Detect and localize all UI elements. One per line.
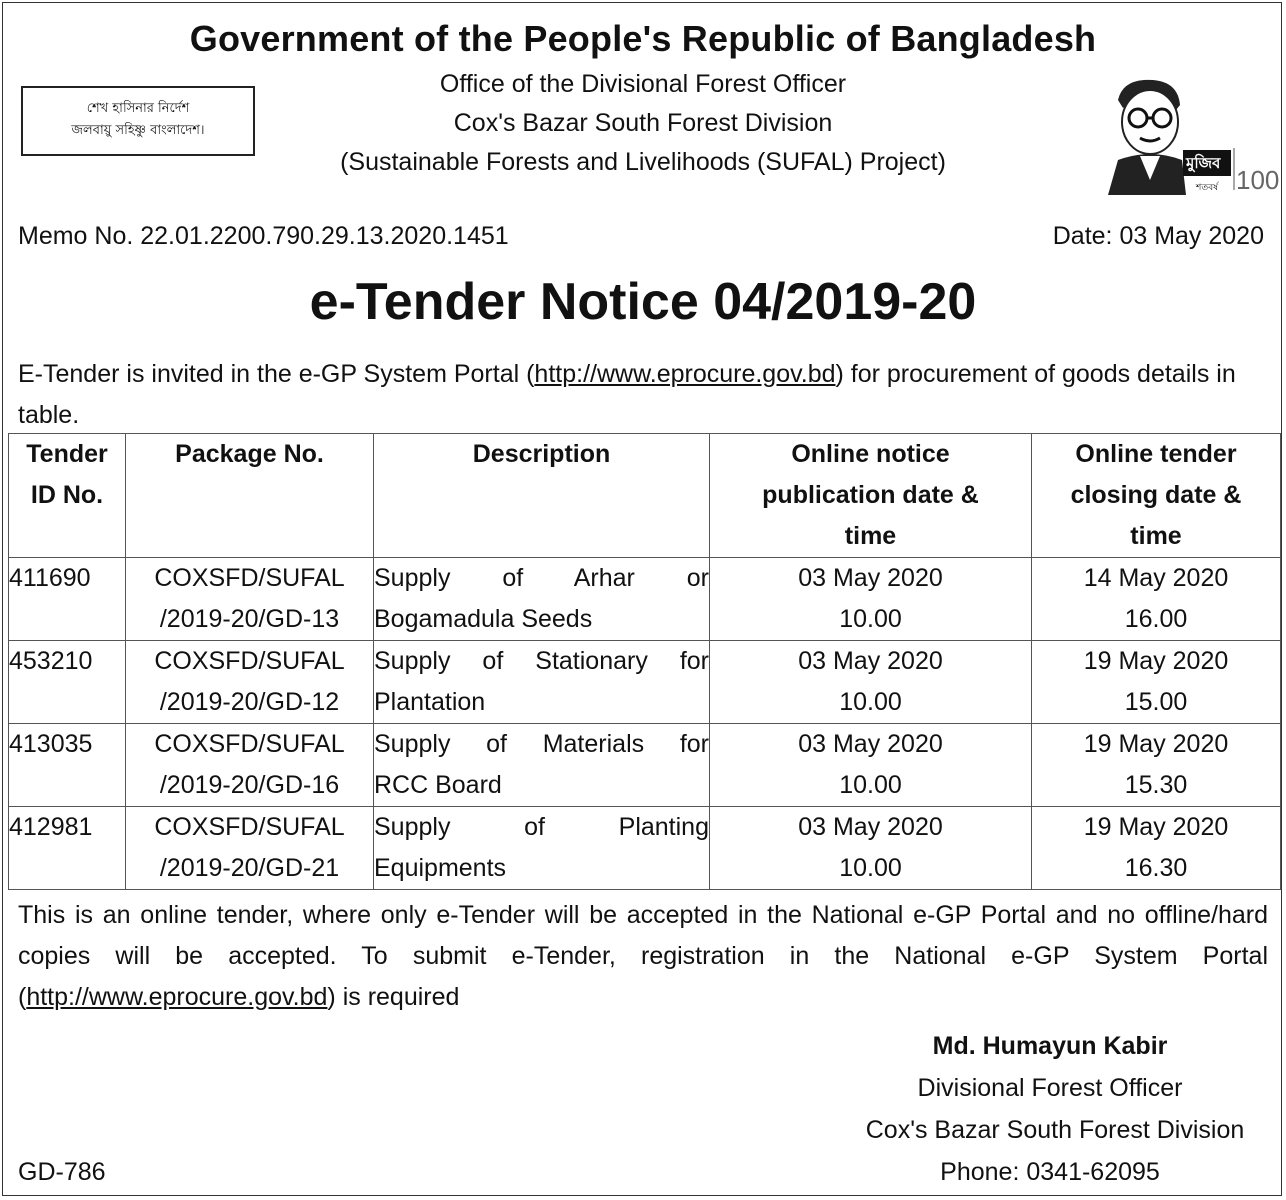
table-row — [9, 724, 1281, 807]
signatory-division: Cox's Bazar South Forest Division — [865, 1116, 1245, 1144]
eprocure-footer-link[interactable]: http://www.eprocure.gov.bd — [26, 983, 328, 1011]
project-name: (Sustainable Forests and Livelihoods (SUFAL) Project) — [340, 148, 946, 176]
office-name: Office of the Divisional Forest Officer — [439, 70, 847, 98]
division-name: Cox's Bazar South Forest Division — [453, 109, 833, 137]
publication-datetime: 03 May 2020 10.00 — [710, 641, 1032, 724]
memo-number: Memo No. 22.01.2200.790.29.13.2020.1451 — [18, 222, 509, 250]
header-tender-id: Tender ID No. — [9, 434, 126, 558]
tender-table — [8, 433, 1281, 890]
gd-code: GD-786 — [18, 1158, 106, 1186]
footer-text-end: ) is required — [327, 983, 460, 1011]
signatory-designation: Divisional Forest Officer — [917, 1074, 1183, 1102]
tender-id: 411690 — [9, 558, 126, 641]
notice-title: e-Tender Notice 04/2019-20 — [309, 273, 977, 331]
header-closing-date: Online tender closing date & time — [1032, 434, 1281, 558]
mujib-100-logo — [1078, 70, 1280, 200]
slogan-box — [21, 86, 255, 156]
package-no: COXSFD/SUFAL /2019-20/GD-13 — [126, 558, 374, 641]
intro-text-start: E-Tender is invited in the e-GP System Portal ( — [18, 360, 535, 388]
footer-text-start: This is an online tender, where only e-Tender will be accepted in the National e-GP Portal and no offline/hard copies will be accepted. To submit e-Tender, registration in the National e-GP System Portal ( — [18, 901, 1268, 1011]
footer-paragraph — [18, 895, 1268, 1018]
closing-datetime: 19 May 2020 16.30 — [1032, 807, 1281, 890]
slogan-line-1: শেখ হাসিনার নির্দেশ — [86, 101, 190, 116]
package-no: COXSFD/SUFAL /2019-20/GD-12 — [126, 641, 374, 724]
tender-id: 412981 — [9, 807, 126, 890]
description: Supply of Arhar or Bogamadula Seeds — [374, 558, 710, 641]
logo-text: মুজিব — [1186, 154, 1221, 172]
table-row — [9, 641, 1281, 724]
logo-number: 100 — [1236, 165, 1280, 195]
table-header-row — [9, 434, 1281, 558]
publication-datetime: 03 May 2020 10.00 — [710, 558, 1032, 641]
intro-text-end: ) for procurement of goods details in table. — [18, 360, 1236, 429]
closing-datetime: 14 May 2020 16.00 — [1032, 558, 1281, 641]
description: Supply of Planting Equipments — [374, 807, 710, 890]
signatory-name: Md. Humayun Kabir — [932, 1032, 1168, 1060]
logo-subtext: শতবর্ষ — [1196, 183, 1219, 193]
package-no: COXSFD/SUFAL /2019-20/GD-16 — [126, 724, 374, 807]
description: Supply of Stationary for Plantation — [374, 641, 710, 724]
signatory-phone: Phone: 0341-62095 — [940, 1158, 1160, 1186]
slogan-line-2: জলবায়ু সহিষ্ণু বাংলাদেশ। — [71, 123, 205, 138]
intro-paragraph — [18, 354, 1268, 436]
memo-date: Date: 03 May 2020 — [1052, 222, 1264, 250]
government-title: Government of the People's Republic of Bangladesh — [189, 18, 1097, 59]
table-row — [9, 558, 1281, 641]
closing-datetime: 19 May 2020 15.00 — [1032, 641, 1281, 724]
header-package-no: Package No. — [126, 434, 374, 558]
tender-id: 413035 — [9, 724, 126, 807]
header-publication-date: Online notice publication date & time — [710, 434, 1032, 558]
header-description: Description — [374, 434, 710, 558]
closing-datetime: 19 May 2020 15.30 — [1032, 724, 1281, 807]
publication-datetime: 03 May 2020 10.00 — [710, 724, 1032, 807]
tender-id: 453210 — [9, 641, 126, 724]
package-no: COXSFD/SUFAL /2019-20/GD-21 — [126, 807, 374, 890]
eprocure-link[interactable]: http://www.eprocure.gov.bd — [534, 360, 836, 388]
publication-datetime: 03 May 2020 10.00 — [710, 807, 1032, 890]
description: Supply of Materials for RCC Board — [374, 724, 710, 807]
table-row — [9, 807, 1281, 890]
